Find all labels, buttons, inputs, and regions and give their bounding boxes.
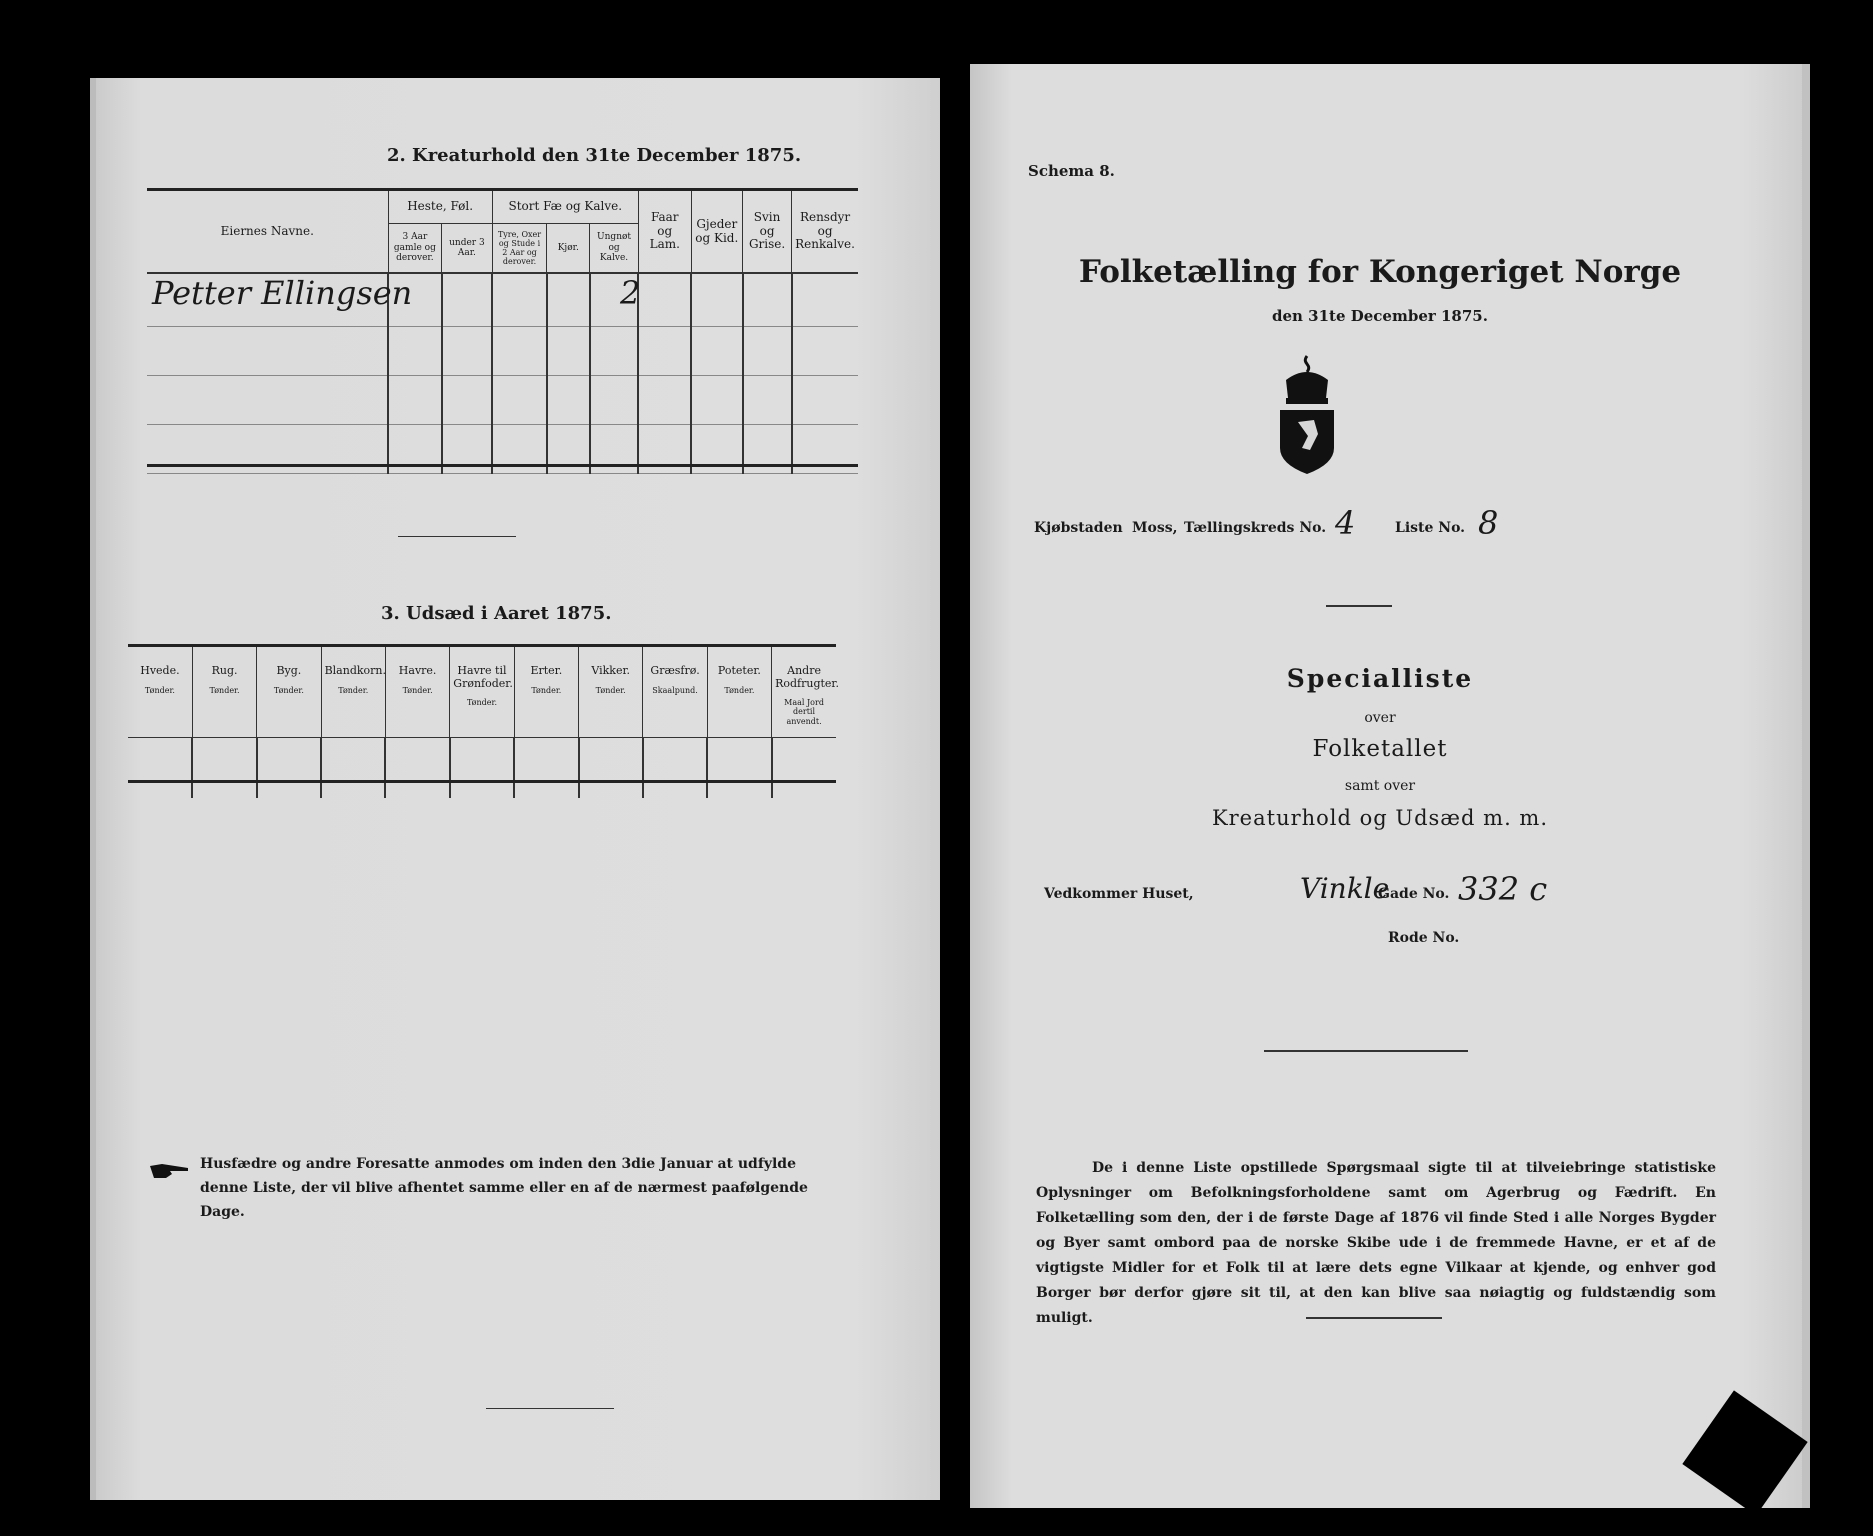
divider xyxy=(1264,1050,1468,1052)
seed-value-cell xyxy=(192,738,256,799)
table-cell xyxy=(590,376,639,425)
right-page xyxy=(970,64,1810,1508)
table-cell xyxy=(547,376,590,425)
seed-column-name: Græsfrø. xyxy=(650,664,700,677)
owner-header: Eiernes Navne. xyxy=(147,191,388,273)
stort-fae-header: Stort Fæ og Kalve. xyxy=(492,191,638,224)
seed-value-cell xyxy=(257,738,321,799)
table-cell xyxy=(547,327,590,376)
seed-column-unit: Maal Jord dertil anvendt. xyxy=(784,698,824,726)
coat-of-arms-icon xyxy=(1270,354,1344,476)
faar-cell xyxy=(638,273,691,327)
svin-header: Svin og Grise. xyxy=(743,191,792,273)
table-cell xyxy=(147,376,388,425)
section2-heading: 2. Kreaturhold den 31te December 1875. xyxy=(387,145,802,166)
census-date: den 31te December 1875. xyxy=(1272,307,1488,325)
table-cell xyxy=(442,327,492,376)
table-cell xyxy=(492,273,547,327)
folketallet-text: Folketallet xyxy=(1312,736,1448,762)
table-cell xyxy=(691,327,742,376)
seed-column-unit: Tønder. xyxy=(466,698,497,708)
seed-column-name: Poteter. xyxy=(717,664,761,677)
seed-column-unit: Skaalpund. xyxy=(652,685,698,695)
table-cell xyxy=(743,273,792,327)
seed-column-name: Havre til Grønfoder. xyxy=(453,664,513,690)
seed-value-cell xyxy=(450,738,514,799)
table-cell xyxy=(147,327,388,376)
owner-name-handwritten: Petter Ellingsen xyxy=(152,274,413,312)
seed-column-header xyxy=(450,647,514,738)
seed-column-name: Blandkorn. xyxy=(324,664,386,677)
seed-column-header xyxy=(192,647,256,738)
ungnot-header: Ungnøt og Kalve. xyxy=(590,224,639,274)
seed-column-header xyxy=(514,647,578,738)
seed-value-cell xyxy=(643,738,707,799)
seed-column-header xyxy=(772,647,839,738)
faar-count-handwritten: 2 xyxy=(620,274,641,312)
left-page xyxy=(90,78,940,1500)
seed-value-cell xyxy=(385,738,449,799)
page-edge xyxy=(90,78,96,1500)
seed-column-name: Erter. xyxy=(530,664,563,677)
table-cell xyxy=(388,376,442,425)
table-cell xyxy=(691,376,742,425)
seed-column-name: Vikker. xyxy=(591,664,631,677)
seed-column-header xyxy=(579,647,643,738)
specialliste-title: Specialliste xyxy=(1286,664,1474,693)
livestock-table xyxy=(147,191,858,474)
seed-grid xyxy=(128,647,839,798)
table-cell xyxy=(691,273,742,327)
seed-value-cell xyxy=(772,738,836,799)
over-text: over xyxy=(1364,710,1396,726)
vedkommer-label: Vedkommer Huset, xyxy=(1044,886,1194,902)
gjeder-header: Gjeder og Kid. xyxy=(691,191,742,273)
seed-column-unit: Tønder. xyxy=(273,685,304,695)
seed-column-name: Hvede. xyxy=(140,664,180,677)
seed-value-cell xyxy=(128,738,192,799)
seed-column-header xyxy=(707,647,771,738)
divider xyxy=(1326,605,1392,607)
heste-header: Heste, Føl. xyxy=(388,191,492,224)
seed-column-unit: Tønder. xyxy=(402,685,433,695)
seed-column-unit: Tønder. xyxy=(144,685,175,695)
table-bottom-rule xyxy=(147,464,858,467)
heste-adult-header: 3 Aar gamle og derover. xyxy=(388,224,442,274)
divider xyxy=(486,1408,614,1409)
seed-value-cell xyxy=(579,738,643,799)
pointing-hand-icon xyxy=(148,1160,190,1182)
gade-label: Gade No. xyxy=(1378,886,1450,902)
seed-column-header xyxy=(128,647,192,738)
kjobstad-label: Kjøbstaden xyxy=(1034,520,1123,536)
divider xyxy=(1306,1317,1442,1319)
table-cell xyxy=(792,376,858,425)
faar-header: Faar og Lam. xyxy=(638,191,691,273)
table-cell xyxy=(743,327,792,376)
footer-paragraph: De i denne Liste opstillede Spørgsmaal sigte til at tilveiebringe statistiske Oplysninger om Befolkningsforholdene samt om Agerbrug og Fædrift. En Folketælling som den, der i de første Dage af 1876 vil finde Sted i alle Norges Bygder og Byer samt ombord paa de norske Skibe ude i de fremmede Havne, er et af de vigtigste Midler for et Folk til at lære dets egne Vilkaar at kjende, og enhver god Borger bør derfor gjøre sit til, at den kan blive saa nøiagtig og fuldstændig som muligt. xyxy=(1036,1160,1716,1326)
page-title: Folketælling for Kongeriget Norge xyxy=(1078,254,1682,290)
seed-column-header xyxy=(643,647,707,738)
notice-text: Husfædre og andre Foresatte anmodes om inden den 3die Januar at udfylde denne Liste, der vil blive afhentet samme eller en af de nærmest paafølgende Dage. xyxy=(200,1156,808,1220)
seed-column-name: Havre. xyxy=(398,664,437,677)
gade-value-handwritten: Vinkle xyxy=(1300,872,1390,905)
gade-number-handwritten: 332 c xyxy=(1458,870,1548,908)
heste-young-header: under 3 Aar. xyxy=(442,224,492,274)
table-cell xyxy=(442,273,492,327)
seed-column-header xyxy=(385,647,449,738)
divider xyxy=(398,536,516,537)
seed-column-name: Andre Rodfrugter. xyxy=(775,664,839,690)
seed-value-cell xyxy=(707,738,771,799)
page-edge xyxy=(1802,64,1810,1508)
kreds-value-handwritten: 4 xyxy=(1335,504,1356,542)
kreaturhold-text: Kreaturhold og Udsæd m. m. xyxy=(1211,806,1549,830)
kjor-header: Kjør. xyxy=(547,224,590,274)
tyre-header: Tyre, Oxer og Stude i 2 Aar og derover. xyxy=(492,224,547,274)
seed-column-unit: Tønder. xyxy=(209,685,240,695)
table-cell xyxy=(743,376,792,425)
table-cell xyxy=(388,327,442,376)
seed-column-unit: Tønder. xyxy=(531,685,562,695)
kjobstad-value: Moss, xyxy=(1132,520,1178,536)
seed-table xyxy=(128,647,839,781)
seed-value-cell xyxy=(321,738,385,799)
kreds-label: Tællingskreds No. xyxy=(1184,520,1327,536)
seed-column-header xyxy=(321,647,385,738)
section3-heading: 3. Udsæd i Aaret 1875. xyxy=(381,603,612,624)
table-cell xyxy=(638,376,691,425)
rode-label: Rode No. xyxy=(1388,930,1460,946)
liste-label: Liste No. xyxy=(1395,520,1466,536)
schema-number: Schema 8. xyxy=(1028,162,1115,180)
table-cell xyxy=(638,327,691,376)
seed-value-cell xyxy=(514,738,578,799)
table-cell xyxy=(792,327,858,376)
table-cell xyxy=(492,376,547,425)
seed-column-unit: Tønder. xyxy=(595,685,626,695)
seed-column-unit: Tønder. xyxy=(724,685,755,695)
table-cell xyxy=(792,273,858,327)
seed-column-header xyxy=(257,647,321,738)
seed-column-unit: Tønder. xyxy=(338,685,369,695)
table-cell xyxy=(492,327,547,376)
table3-bottom-rule xyxy=(128,780,836,783)
table-cell xyxy=(547,273,590,327)
liste-value-handwritten: 8 xyxy=(1478,504,1499,542)
table-cell xyxy=(590,327,639,376)
table-cell xyxy=(442,376,492,425)
samt-over-text: samt over xyxy=(1344,778,1416,794)
seed-column-name: Rug. xyxy=(211,664,238,677)
rensdyr-header: Rensdyr og Renkalve. xyxy=(792,191,858,273)
seed-column-name: Byg. xyxy=(276,664,302,677)
